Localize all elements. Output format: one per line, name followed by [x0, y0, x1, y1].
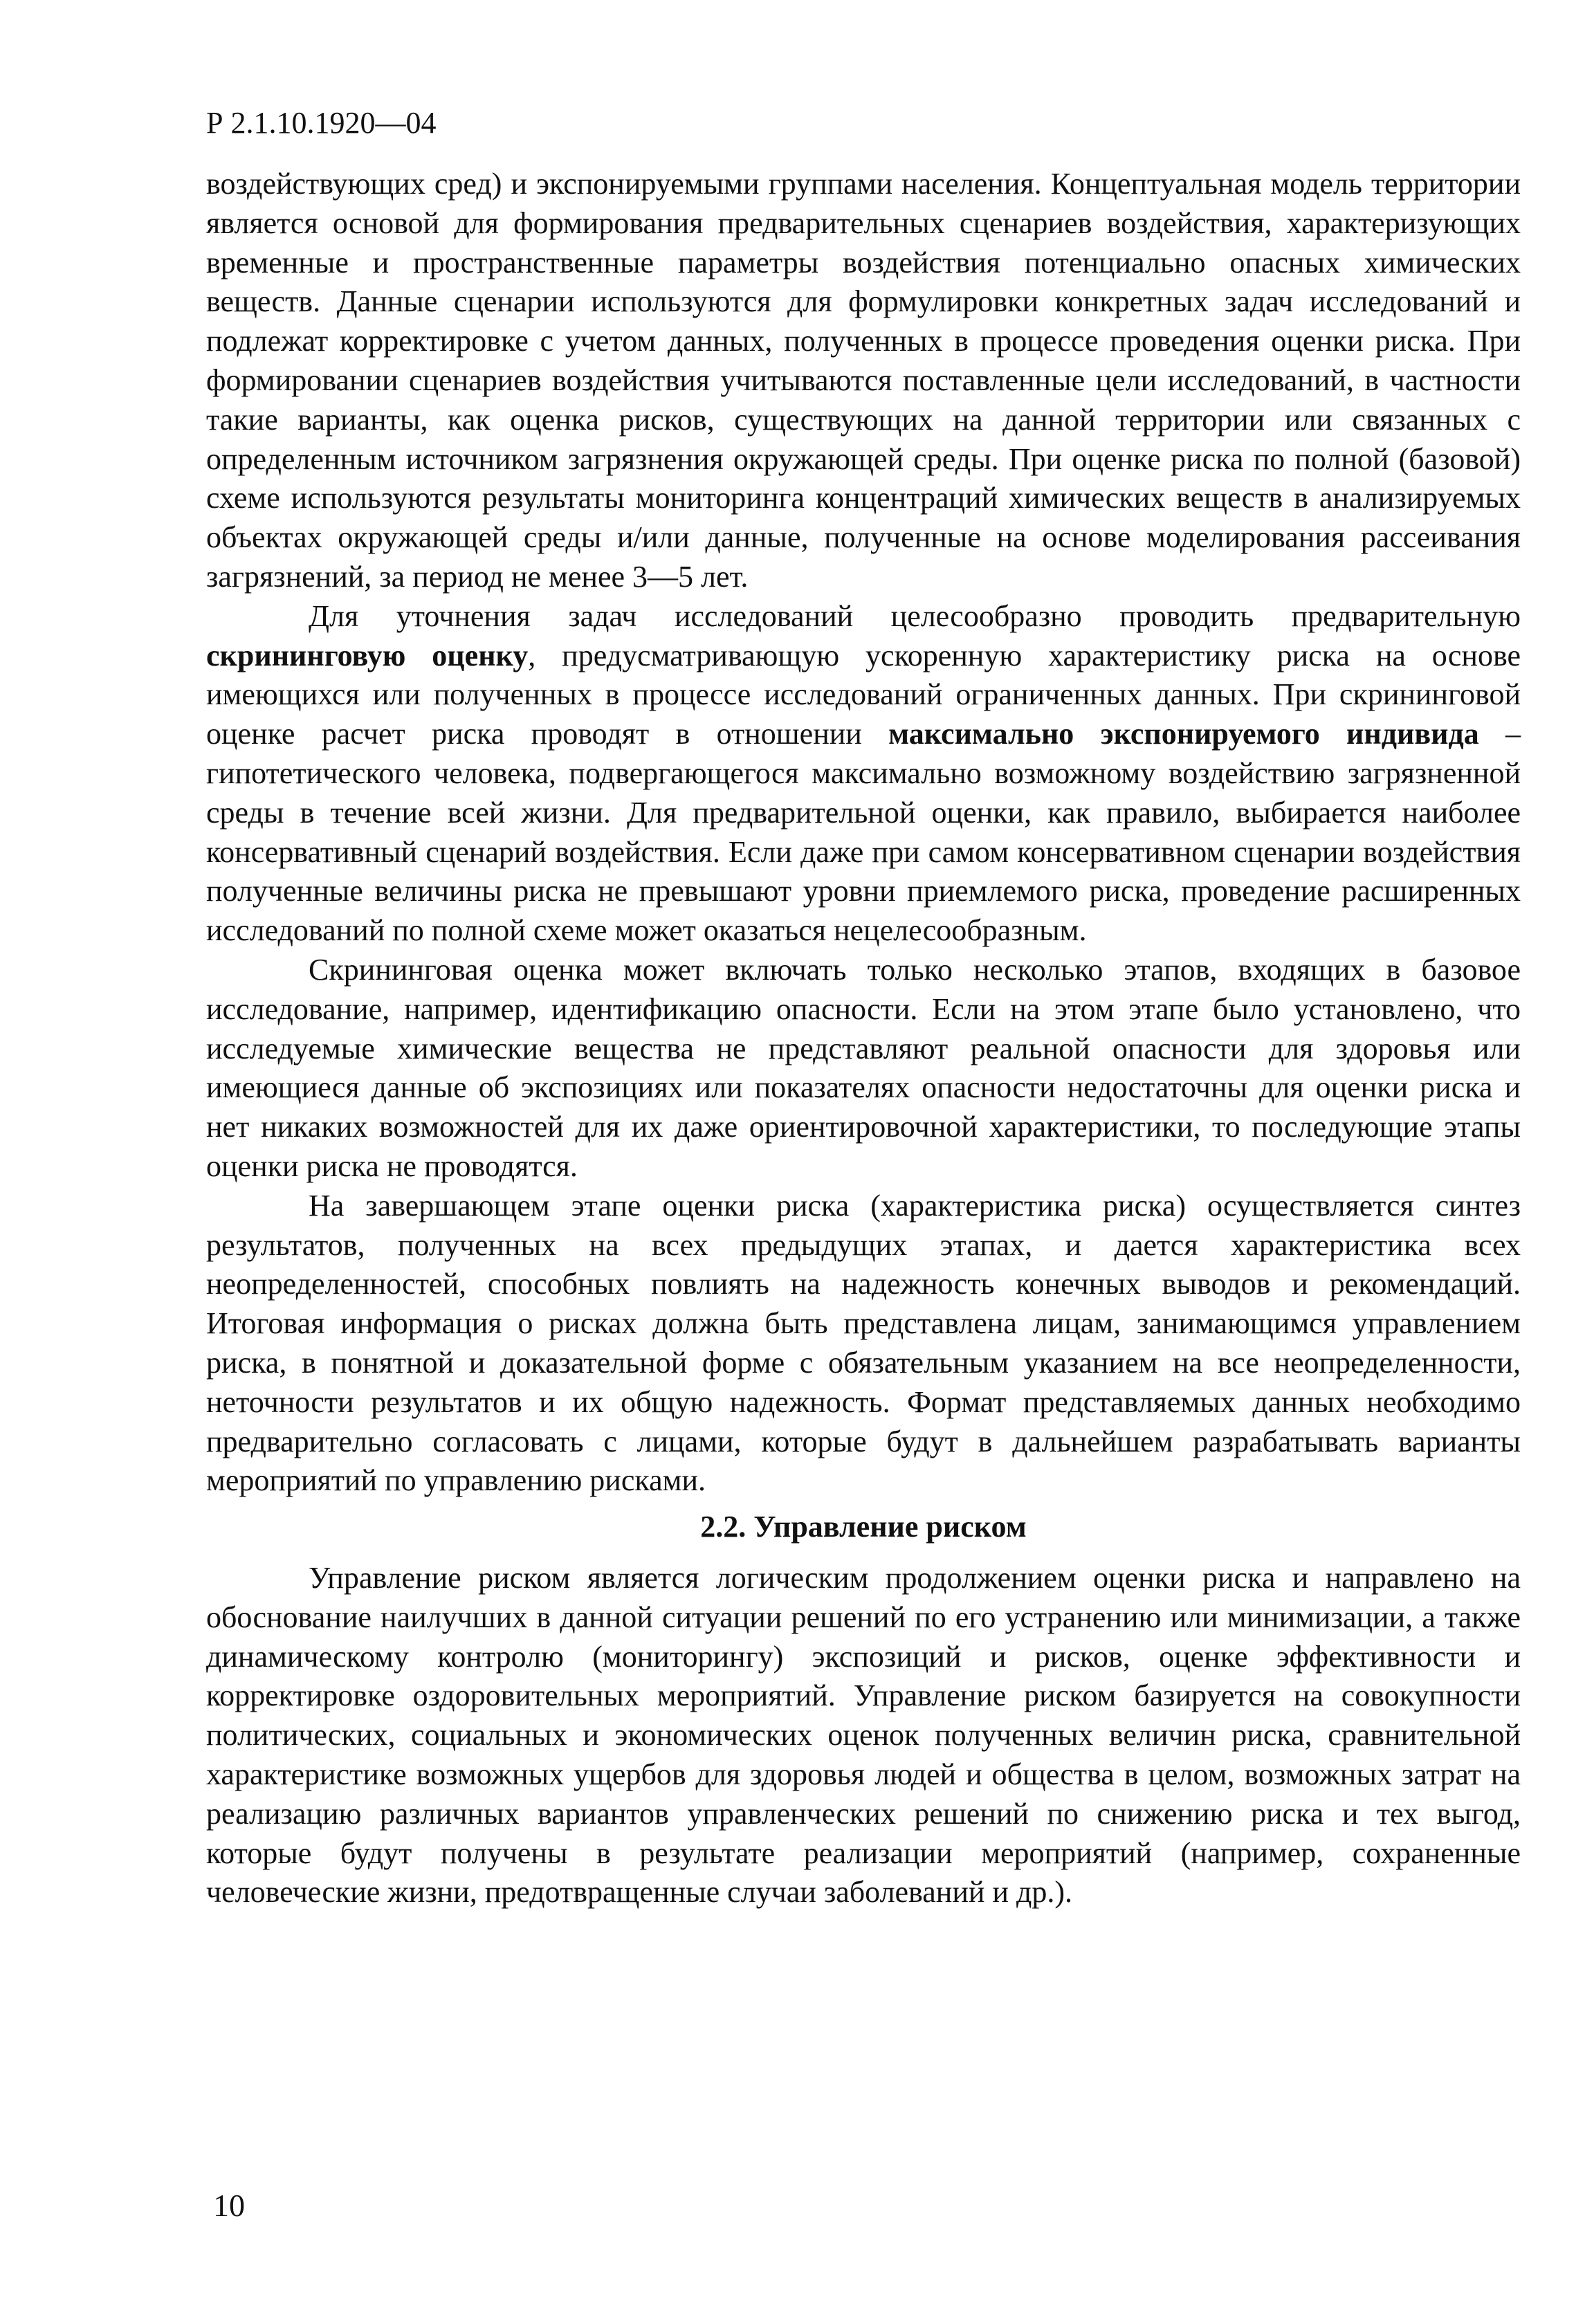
- paragraph-text: Скрининговая оценка может включать только несколько этапов, входящих в базовое исследование, например, идентификацию опасности. Если на этом этапе было установлено, что исследуемые химические вещества не представляют реальной опасности для здоровья или имеющиеся данные об экспозициях или показателях опасности недостаточны для оценки риска и нет никаких возможностей для их даже ориентировочной характеристики, то последующие этапы оценки риска не проводятся.: [206, 952, 1521, 1183]
- paragraph-text: – гипотетического человека, подвергающегося максимально возможному воздействию загрязненной среды в течение всей жизни. Для предварительной оценки, как правило, выбирается наиболее консервативный сценарий воздействия. Если даже при самом консервативном сценарии воздействия полученные величины риска не превышают уровни приемлемого риска, проведение расширенных исследований по полной схеме может оказаться нецелесообразным.: [206, 717, 1521, 948]
- paragraph-text: , предусматривающую ускоренную характеристику риска на основе имеющихся или полученных в процессе исследований ограниченных данных. При скрининговой оценке расчет риска проводят в отношении: [206, 638, 1521, 751]
- body-text: [206, 165, 1521, 1912]
- paragraph-screening: [206, 597, 1521, 951]
- document-code-header: Р 2.1.10.1920—04: [206, 106, 437, 140]
- term-max-exposed-individual: максимально экспонируемого индивида: [888, 717, 1479, 751]
- term-screening-assessment: скрининговую оценку: [206, 638, 529, 673]
- paragraph-text: Управление риском является логическим продолжением оценки риска и направлено на обоснование наилучших в данной ситуации решений по его устранению или минимизации, а также динамическому контролю (мониторингу) экспозиций и рисков, оценке эффективности и корректировке оздоровительных мероприятий. Управление риском базируется на совокупности политических, социальных и экономических оценок полученных величин риска, сравнительной характеристике возможных ущербов для здоровья людей и общества в целом, возможных затрат на реализацию различных вариантов управленческих решений по снижению риска и тех выгод, которые будут получены в результате реализации мероприятий (например, сохраненные человеческие жизни, предотвращенные случаи заболеваний и др.).: [206, 1561, 1521, 1910]
- paragraph-risk-management: [206, 1559, 1521, 1912]
- paragraph-text: воздействующих сред) и экспонируемыми группами населения. Концептуальная модель территории является основой для формирования предварительных сценариев воздействия, характеризующих временные и пространственные параметры воздействия потенциально опасных химических веществ. Данные сценарии используются для формулировки конкретных задач исследований и подлежат корректировке с учетом данных, полученных в процессе проведения оценки риска. При формировании сценариев воздействия учитываются поставленные цели исследований, в частности такие варианты, как оценка рисков, существующих на данной территории или связанных с определенным источником загрязнения окружающей среды. При оценке риска по полной (базовой) схеме используются результаты мониторинга концентраций химических веществ в анализируемых объектах окружающей среды и/или данные, полученные на основе моделирования рассеивания загрязнений, за период не менее 3—5 лет.: [206, 167, 1521, 594]
- paragraph-screening-stages: [206, 951, 1521, 1187]
- section-heading: 2.2. Управление риском: [700, 1510, 1027, 1544]
- paragraph-risk-characterization: [206, 1187, 1521, 1501]
- paragraph-text: Для уточнения задач исследований целесообразно проводить предварительную: [309, 598, 1521, 633]
- page-number: 10: [213, 2188, 245, 2223]
- paragraph-text: На завершающем этапе оценки риска (характеристика риска) осуществляется синтез результатов, полученных на всех предыдущих этапах, и дается характеристика всех неопределенностей, способных повлиять на надежность конечных выводов и рекомендаций. Итоговая информация о рисках должна быть представлена лицам, занимающимся управлением риска, в понятной и доказательной форме с обязательным указанием на все неопределенности, неточности результатов и их общую надежность. Формат представляемых данных необходимо предварительно согласовать с лицами, которые будут в дальнейшем разрабатывать варианты мероприятий по управлению рисками.: [206, 1188, 1521, 1498]
- paragraph-concept-model: [206, 165, 1521, 597]
